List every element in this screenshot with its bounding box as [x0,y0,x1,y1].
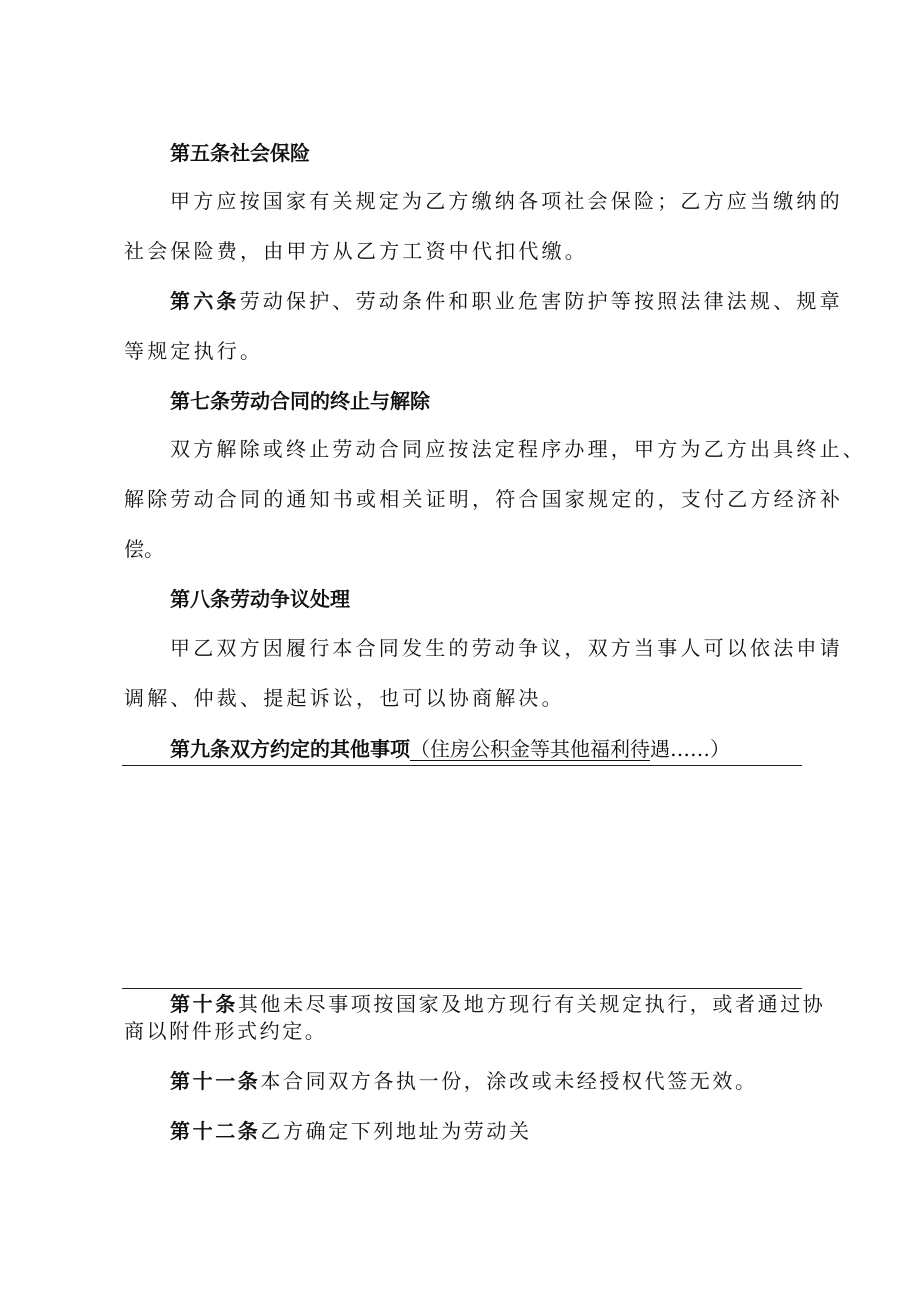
article-9-label: 第九条双方约定的其他事项 [170,737,410,761]
article-10-body: 其他未尽事项按国家及地方现行有关规定执行，或者通过协 [237,992,826,1016]
article-7-body-line-1: 双方解除或终止劳动合同应按法定程序办理，甲方为乙方出具终止、 [170,437,866,461]
article-6-body: 劳动保护、劳动条件和职业危害防护等按照法律法规、规章 [239,289,843,313]
article-10-line-2: 商以附件形式约定。 [124,1019,328,1043]
article-9-fill-line-top [122,765,802,766]
article-11-body: 本合同双方各执一份，涂改或未经授权代签无效。 [260,1069,758,1093]
article-9-hint-underlined: （住房公积金等其他福利待 [410,737,650,761]
article-11-line [170,1069,758,1093]
article-6-line-1 [170,289,843,313]
article-11-label: 第十一条 [170,1069,261,1093]
article-12-line [170,1119,532,1143]
article-5-title: 第五条社会保险 [170,141,310,165]
article-9-fill-line-bottom [122,988,802,989]
article-8-title: 第八条劳动争议处理 [170,587,350,611]
article-7-body-line-2: 解除劳动合同的通知书或相关证明，符合国家规定的，支付乙方经济补 [124,487,844,511]
article-5-body-line-2: 社会保险费，由甲方从乙方工资中代扣代缴。 [124,239,588,263]
article-12-label: 第十二条 [170,1119,261,1143]
article-8-body-line-2: 调解、仲裁、提起诉讼，也可以协商解决。 [124,686,565,710]
article-8-body-line-1: 甲乙双方因履行本合同发生的劳动争议，双方当事人可以依法申请 [170,636,843,660]
article-9-line [170,737,730,761]
article-10-line-1 [170,992,825,1016]
article-5-body-line-1: 甲方应按国家有关规定为乙方缴纳各项社会保险；乙方应当缴纳的 [170,189,843,213]
article-6-label: 第六条 [170,289,240,313]
article-10-label: 第十条 [170,992,238,1016]
article-7-title: 第七条劳动合同的终止与解除 [170,389,430,413]
article-9-hint-rest: 遇……） [650,737,730,761]
article-12-body: 乙方确定下列地址为劳动关 [260,1119,532,1143]
article-7-body-line-3: 偿。 [124,537,164,561]
article-6-line-2: 等规定执行。 [124,339,264,363]
